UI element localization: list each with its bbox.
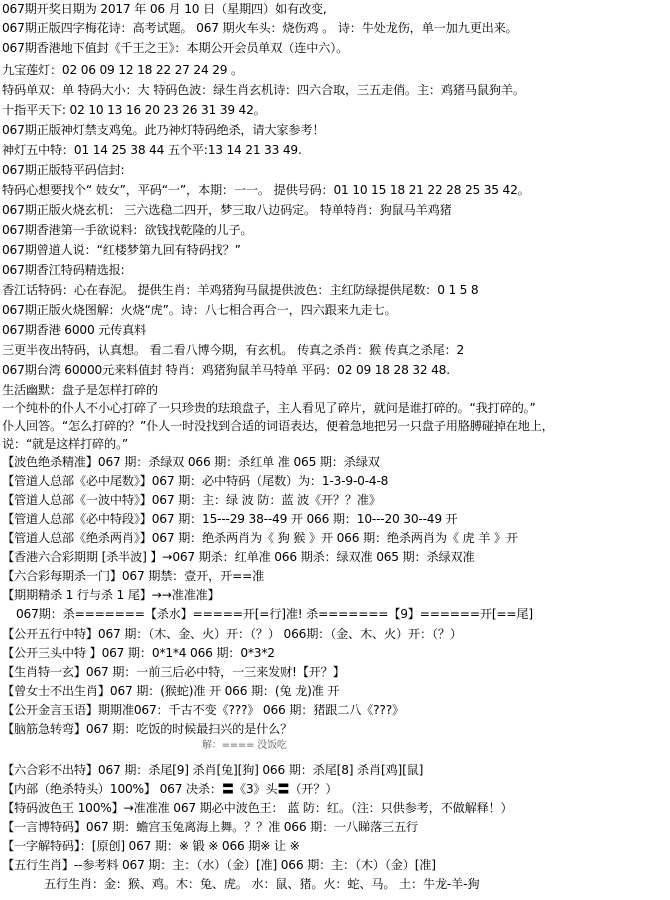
text-line: 【一字解特码】：[原创] 067 期：※ 锻 ※ 066 期※ 让 ※	[2, 839, 300, 853]
text-line: 【波色绝杀精准】067 期：杀绿双 066 期：杀红单 准 065 期：杀绿双	[2, 455, 380, 469]
text-line: 067期正版神灯禁支鸡兔。此乃神灯特码绝杀，请大家参考！	[2, 123, 325, 137]
text-line: 【生肖特一玄】067 期：一前三后必中特，一三来发财!【开？】	[2, 665, 345, 679]
text-line: 一个纯朴的仆人不小心打碎了一只珍贵的珐琅盘子，主人看见了碎片，就问是谁打碎的。“我打碎的。”	[2, 401, 536, 415]
text-line: 【内部（绝杀特头）100%】 067 决杀：〓《3》头〓（开？）	[2, 782, 338, 796]
text-line: 【管道人总部《必中尾数》】067 期：必中特码（尾数）为：1-3-9-0-4-8	[2, 474, 389, 488]
text-line: 【曾女士不出生肖】067 期：(猴蛇)准 开 066 期：(兔 龙)准 开	[2, 684, 340, 698]
text-line: 特码心想要找个“ 妓女”，平码“一”，本期：一一。 提供号码：01 10 15 18 21 22 28 25 35 42。	[2, 183, 530, 197]
text-line: 【五行生肖】--参考料 067 期：主：（水）（金）[准] 066 期：主：（木）（金）[准]	[2, 858, 436, 872]
text-line: 九宝莲灯：02 06 09 12 18 22 27 24 29 。	[2, 63, 243, 77]
text-line: 【脑筋急转弯】067 期：吃饭的时候最扫兴的是什么？	[2, 722, 293, 736]
text-line: 【六合彩每期杀一门】067 期禁：壹开，开==准	[2, 569, 265, 583]
text-line: 【一言博特码】067 期：蟾宫玉兔离海上舞。？？准 066 期：一八睇落三五行	[2, 820, 418, 834]
text-line: 香江话特码：心在春泥。 提供生肖：羊鸡猪狗马鼠提供波色：主红防绿提供尾数：0 1 5 8	[2, 283, 479, 297]
text-line: 生活幽默：盘子是怎样打碎的	[2, 383, 158, 397]
text-line: 067期香港 6000 元传真料	[2, 323, 147, 337]
text-line: 三更半夜出特码，认真想。 看二看八博今期，有玄机。 传真之杀肖：猴 传真之杀尾：2	[2, 343, 465, 357]
text-line: 067期：杀=======【杀水】=====开[=行]准! 杀=======【9】======开[==尾]	[16, 607, 533, 621]
text-line: 说：“就是这样打碎的。”	[2, 437, 129, 451]
text-line: 067期香江特码精选报:	[2, 263, 125, 277]
text-line: 仆人回答。“怎么打碎的？”仆人一时没找到合适的词语表达，便着急地把另一只盘子用胳膊碰掉在地上，	[2, 419, 554, 433]
text-line: 十指平天下: 02 10 13 16 20 23 26 31 39 42。	[2, 103, 266, 117]
text-line: 067期开奖日期为 2017 年 06 月 10 日（星期四）如有改变,	[2, 2, 327, 16]
text-line: 067期正版火烧玄机： 三六选稳二四开，梦三取八边码定。 特单特肖：狗鼠马羊鸡猪	[2, 203, 452, 217]
text-line: 【管道人总部《一波中特》】067 期：主：绿 波 防：蓝 波《开？？准》	[2, 493, 381, 507]
text-line: 【公开五行中特】067 期：（木、金、火）开：（？） 066期：（金、木、火）开：（？）	[2, 627, 462, 641]
text-line: 解：==== 没饭吃	[202, 740, 287, 751]
text-line: 神灯五中特：01 14 25 38 44 五个平:13 14 21 33 49.	[2, 143, 302, 157]
text-line: 【期期精杀 1 行与杀 1 尾】→→准准准】	[2, 588, 220, 602]
text-line: 【公开三头中特 】067 期：0*1*4 066 期：0*3*2	[2, 646, 275, 660]
text-line: 【特码波色王 100%】→准准准 067 期必中波色王： 蓝 防：红。（注：只供参考，不做解释！）	[2, 801, 513, 815]
text-line: 【公开金言玉语】期期准067：千古不变《???》 066 期：猪跟二八《???》	[2, 703, 404, 717]
text-line: 067期香港第一手欲说料：欲钱找乾隆的儿子。	[2, 223, 253, 237]
text-line: 067期正版火烧图解：火烧“虎”。诗：八七相合再合一，四六跟来九走七。	[2, 303, 397, 317]
text-line: 067期香港地下值封《千王之王》：本期公开会员单双（连中六）。	[2, 41, 349, 55]
text-line: 【香港六合彩期期 [杀半波] 】→067 期杀：红单准 066 期杀：绿双准 065 期：杀绿双准	[2, 550, 475, 564]
text-line: 【六合彩不出特】067 期：杀尾[9] 杀肖[兔][狗] 066 期：杀尾[8] 杀肖[鸡][鼠]	[2, 763, 424, 777]
text-line: 067期台湾 60000元来料值封 特肖：鸡猪狗鼠羊马特单 平码：02 09 18 28 32 48.	[2, 363, 450, 377]
text-line: 【管道人总部《必中特段》】067 期：15---29 38--49 开 066 期：10---20 30--49 开	[2, 512, 458, 526]
text-line: 【管道人总部《绝杀两肖》】067 期：绝杀两肖为《 狗 猴 》开 066 期：绝杀两肖为《 虎 羊 》开	[2, 531, 518, 545]
text-line: 特码单双：单 特码大小：大 特码色波：绿生肖玄机诗：四六合取，三五走俏。主：鸡猪马鼠狗羊。	[2, 83, 525, 97]
text-line: 五行生肖：金：猴、鸡。木：兔、虎。 水：鼠、猪。火：蛇、马。 土：牛龙-羊-狗	[44, 877, 480, 891]
text-line: 067期正版特平码信封:	[2, 163, 125, 177]
text-line: 067期曾道人说：“红楼梦第九回有特码找？”	[2, 243, 241, 257]
text-line: 067期正版四字梅花诗：高考试题。 067 期火车头：烧伤鸡 。 诗：牛处龙伤，单一加九更出来。	[2, 21, 518, 35]
